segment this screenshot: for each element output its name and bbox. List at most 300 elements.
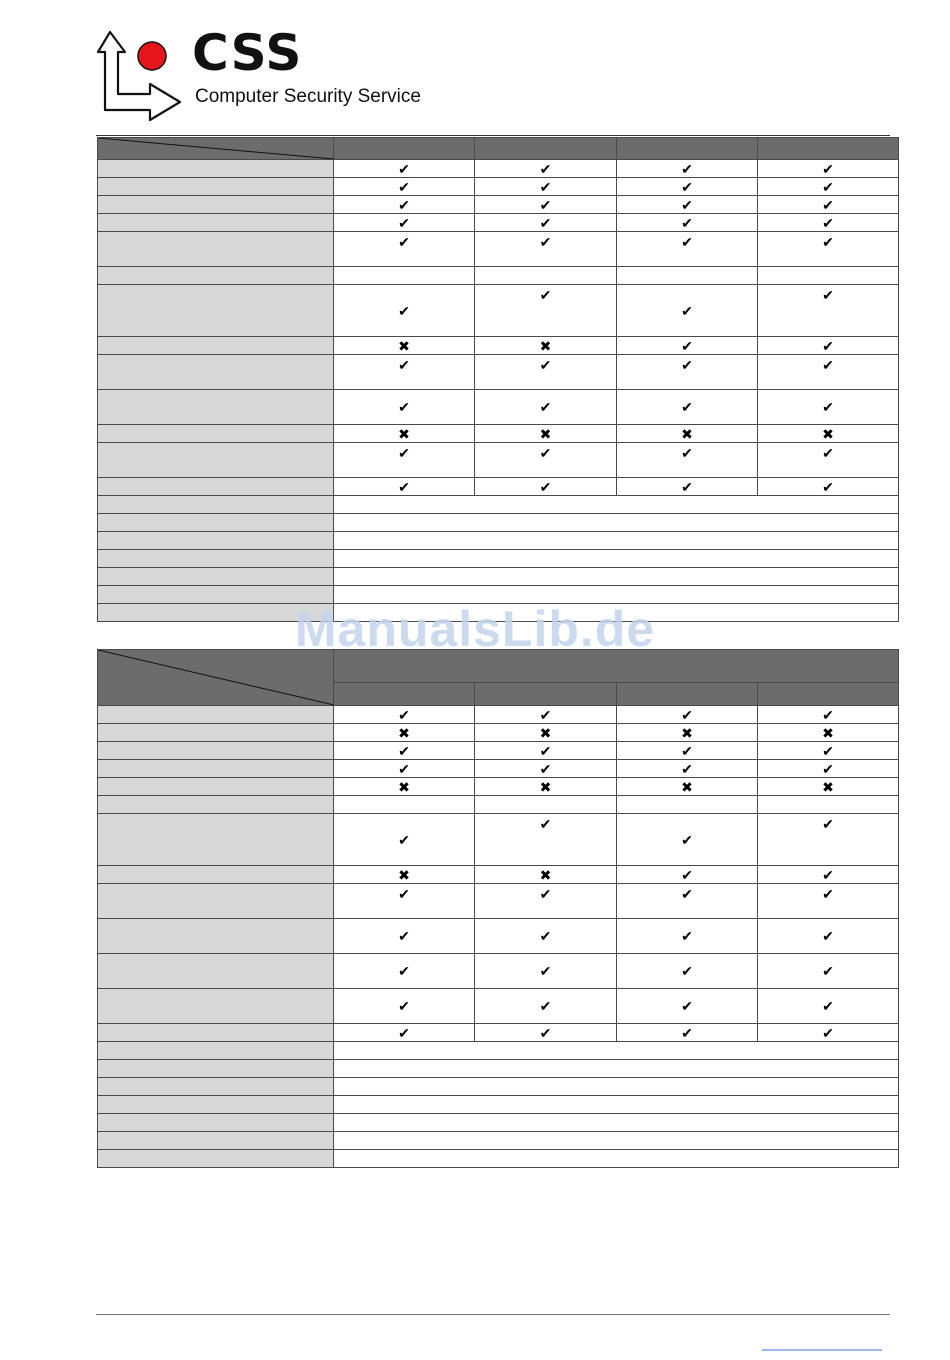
row-label-cell (98, 550, 334, 568)
checkmark-icon: ✔ (681, 234, 693, 250)
css-logo-arrow-icon (96, 26, 186, 122)
check-cell (758, 760, 899, 778)
checkmark-icon: ✔ (681, 742, 693, 759)
cross-icon: ✖ (398, 724, 410, 741)
empty-cell (334, 267, 475, 285)
check-cell (475, 443, 617, 478)
empty-cell (617, 796, 758, 814)
cross-icon: ✖ (539, 778, 552, 795)
check-cell (334, 1024, 475, 1042)
check-cell (617, 178, 758, 196)
row-label-cell (98, 337, 334, 355)
check-cell (617, 866, 758, 884)
table-row (98, 796, 899, 814)
table-row (98, 478, 899, 496)
cross-icon: ✖ (681, 778, 693, 795)
table-row (98, 760, 899, 778)
checkmark-icon: ✔ (539, 214, 552, 231)
checkmark-icon: ✔ (539, 399, 552, 415)
check-cell (758, 160, 899, 178)
merged-value-cell (334, 1060, 899, 1078)
checkmark-icon: ✔ (681, 831, 693, 848)
checkmark-icon: ✔ (822, 234, 834, 250)
check-cell (617, 285, 758, 337)
check-cell (758, 443, 899, 478)
checkmark-icon: ✔ (681, 214, 693, 231)
check-cell (617, 919, 758, 954)
checkmark-icon: ✔ (822, 706, 834, 723)
empty-cell (475, 267, 617, 285)
cross-icon: ✖ (398, 778, 410, 795)
merged-value-cell (334, 568, 899, 586)
check-cell (475, 742, 617, 760)
cross-cell (334, 724, 475, 742)
table-row (98, 568, 899, 586)
merged-value-cell (334, 496, 899, 514)
logo-subtitle: Computer Security Service (195, 86, 421, 107)
cross-cell (334, 866, 475, 884)
check-cell (758, 1024, 899, 1042)
check-cell (334, 742, 475, 760)
row-label-cell (98, 285, 334, 337)
table-row (98, 496, 899, 514)
checkmark-icon: ✔ (539, 287, 552, 303)
cross-icon: ✖ (822, 778, 834, 795)
row-label-cell (98, 178, 334, 196)
check-cell (617, 884, 758, 919)
cross-cell (334, 778, 475, 796)
check-cell (475, 178, 617, 196)
check-cell (475, 814, 617, 866)
cross-cell (617, 724, 758, 742)
table-row (98, 514, 899, 532)
check-cell (758, 954, 899, 989)
checkmark-icon: ✔ (539, 760, 552, 777)
checkmark-icon: ✔ (681, 886, 693, 902)
row-label-cell (98, 989, 334, 1024)
checkmark-icon: ✔ (822, 214, 834, 231)
checkmark-icon: ✔ (539, 234, 552, 250)
cross-icon: ✖ (539, 866, 552, 883)
check-cell (617, 337, 758, 355)
check-cell (617, 478, 758, 496)
cross-cell (758, 778, 899, 796)
merged-value-cell (334, 1150, 899, 1168)
table-row (98, 919, 899, 954)
checkmark-icon: ✔ (822, 963, 834, 979)
empty-cell (475, 796, 617, 814)
check-cell (475, 706, 617, 724)
empty-cell (334, 796, 475, 814)
check-cell (334, 884, 475, 919)
checkmark-icon: ✔ (539, 963, 552, 979)
row-label-cell (98, 514, 334, 532)
comparison-table-1 (97, 137, 899, 622)
checkmark-icon: ✔ (398, 214, 410, 231)
check-cell (334, 390, 475, 425)
check-cell (475, 214, 617, 232)
check-cell (617, 954, 758, 989)
row-label-cell (98, 232, 334, 267)
cross-icon: ✖ (822, 724, 834, 741)
checkmark-icon: ✔ (398, 478, 410, 495)
checkmark-icon: ✔ (822, 928, 834, 944)
cross-cell (758, 425, 899, 443)
table-row (98, 1114, 899, 1132)
column-header (475, 138, 617, 160)
table-row (98, 532, 899, 550)
cross-cell (334, 425, 475, 443)
row-label-cell (98, 1132, 334, 1150)
checkmark-icon: ✔ (681, 337, 693, 354)
checkmark-icon: ✔ (681, 706, 693, 723)
row-label-cell (98, 1114, 334, 1132)
table-row (98, 443, 899, 478)
row-label-cell (98, 866, 334, 884)
cross-icon: ✖ (681, 425, 693, 442)
checkmark-icon: ✔ (398, 445, 410, 461)
empty-cell (758, 267, 899, 285)
check-cell (617, 742, 758, 760)
check-cell (475, 919, 617, 954)
header-rule (96, 135, 890, 136)
row-label-cell (98, 884, 334, 919)
table-row (98, 586, 899, 604)
table-row (98, 1060, 899, 1078)
table-row (98, 742, 899, 760)
checkmark-icon: ✔ (398, 886, 410, 902)
check-cell (617, 706, 758, 724)
check-cell (334, 954, 475, 989)
checkmark-icon: ✔ (681, 399, 693, 415)
merged-value-cell (334, 1078, 899, 1096)
checkmark-icon: ✔ (822, 160, 834, 177)
checkmark-icon: ✔ (398, 831, 410, 848)
checkmark-icon: ✔ (539, 357, 552, 373)
check-cell (475, 232, 617, 267)
row-label-cell (98, 478, 334, 496)
row-label-cell (98, 796, 334, 814)
checkmark-icon: ✔ (539, 816, 552, 832)
merged-value-cell (334, 550, 899, 568)
checkmark-icon: ✔ (681, 1024, 693, 1041)
checkmark-icon: ✔ (822, 287, 834, 303)
cross-cell (617, 778, 758, 796)
table-row (98, 178, 899, 196)
merged-value-cell (334, 586, 899, 604)
row-label-cell (98, 1042, 334, 1060)
row-label-cell (98, 1078, 334, 1096)
cross-icon: ✖ (398, 425, 410, 442)
column-header (617, 138, 758, 160)
cross-cell (475, 337, 617, 355)
checkmark-icon: ✔ (822, 445, 834, 461)
check-cell (334, 285, 475, 337)
row-label-cell (98, 267, 334, 285)
merged-value-cell (334, 1132, 899, 1150)
checkmark-icon: ✔ (681, 196, 693, 213)
check-cell (617, 214, 758, 232)
row-label-cell (98, 496, 334, 514)
check-cell (334, 160, 475, 178)
column-header (334, 138, 475, 160)
cross-icon: ✖ (539, 337, 552, 354)
check-cell (475, 884, 617, 919)
checkmark-icon: ✔ (539, 196, 552, 213)
checkmark-icon: ✔ (822, 196, 834, 213)
checkmark-icon: ✔ (398, 357, 410, 373)
check-cell (334, 443, 475, 478)
check-cell (475, 989, 617, 1024)
row-label-cell (98, 1096, 334, 1114)
merged-value-cell (334, 604, 899, 622)
checkmark-icon: ✔ (822, 178, 834, 195)
check-cell (758, 337, 899, 355)
table-row (98, 214, 899, 232)
check-cell (617, 760, 758, 778)
checkmark-icon: ✔ (398, 760, 410, 777)
checkmark-icon: ✔ (398, 160, 410, 177)
checkmark-icon: ✔ (822, 337, 834, 354)
checkmark-icon: ✔ (398, 302, 410, 319)
check-cell (475, 760, 617, 778)
table-row (98, 1096, 899, 1114)
check-cell (334, 214, 475, 232)
cross-cell (334, 337, 475, 355)
table-corner-header (98, 650, 334, 706)
check-cell (617, 160, 758, 178)
checkmark-icon: ✔ (398, 234, 410, 250)
checkmark-icon: ✔ (398, 196, 410, 213)
cross-cell (758, 724, 899, 742)
check-cell (475, 954, 617, 989)
row-label-cell (98, 954, 334, 989)
checkmark-icon: ✔ (681, 302, 693, 319)
check-cell (475, 160, 617, 178)
table-row (98, 1078, 899, 1096)
checkmark-icon: ✔ (398, 178, 410, 195)
checkmark-icon: ✔ (822, 760, 834, 777)
check-cell (617, 443, 758, 478)
check-cell (758, 285, 899, 337)
check-cell (334, 178, 475, 196)
table-row (98, 778, 899, 796)
checkmark-icon: ✔ (822, 478, 834, 495)
checkmark-icon: ✔ (681, 357, 693, 373)
check-cell (475, 1024, 617, 1042)
check-cell (334, 760, 475, 778)
check-cell (334, 989, 475, 1024)
checkmark-icon: ✔ (539, 445, 552, 461)
table-row (98, 160, 899, 178)
row-label-cell (98, 814, 334, 866)
table-row (98, 1042, 899, 1060)
checkmark-icon: ✔ (398, 399, 410, 415)
row-label-cell (98, 1150, 334, 1168)
table-2-body (98, 706, 899, 1168)
row-label-cell (98, 425, 334, 443)
table-row (98, 884, 899, 919)
check-cell (334, 232, 475, 267)
table-row (98, 355, 899, 390)
row-label-cell (98, 532, 334, 550)
table-row (98, 267, 899, 285)
checkmark-icon: ✔ (398, 928, 410, 944)
row-label-cell (98, 196, 334, 214)
column-header (475, 683, 617, 706)
checkmark-icon: ✔ (822, 816, 834, 832)
check-cell (617, 232, 758, 267)
table-row (98, 196, 899, 214)
merged-value-cell (334, 514, 899, 532)
logo-wordmark: CSS (192, 24, 303, 82)
row-label-cell (98, 355, 334, 390)
cross-cell (475, 425, 617, 443)
column-header (758, 683, 899, 706)
row-label-cell (98, 1060, 334, 1078)
checkmark-icon: ✔ (539, 706, 552, 723)
row-label-cell (98, 1024, 334, 1042)
table-corner-header (98, 138, 334, 160)
column-group-header (334, 650, 899, 683)
checkmark-icon: ✔ (822, 399, 834, 415)
table-row (98, 706, 899, 724)
checkmark-icon: ✔ (822, 866, 834, 883)
checkmark-icon: ✔ (822, 998, 834, 1014)
check-cell (758, 742, 899, 760)
checkmark-icon: ✔ (822, 742, 834, 759)
check-cell (475, 390, 617, 425)
check-cell (334, 478, 475, 496)
row-label-cell (98, 443, 334, 478)
checkmark-icon: ✔ (398, 963, 410, 979)
checkmark-icon: ✔ (539, 886, 552, 902)
css-logo (96, 26, 466, 122)
check-cell (758, 706, 899, 724)
checkmark-icon: ✔ (822, 1024, 834, 1041)
merged-value-cell (334, 1114, 899, 1132)
row-label-cell (98, 214, 334, 232)
table-row (98, 814, 899, 866)
checkmark-icon: ✔ (681, 928, 693, 944)
cross-cell (475, 724, 617, 742)
row-label-cell (98, 742, 334, 760)
footer-rule (96, 1314, 890, 1315)
check-cell (617, 814, 758, 866)
cross-cell (475, 778, 617, 796)
check-cell (617, 1024, 758, 1042)
table-row (98, 390, 899, 425)
check-cell (617, 196, 758, 214)
checkmark-icon: ✔ (398, 706, 410, 723)
empty-cell (758, 796, 899, 814)
row-label-cell (98, 778, 334, 796)
comparison-table-2 (97, 649, 899, 1168)
check-cell (475, 355, 617, 390)
check-cell (758, 355, 899, 390)
checkmark-icon: ✔ (681, 998, 693, 1014)
table-row (98, 232, 899, 267)
check-cell (758, 884, 899, 919)
check-cell (758, 919, 899, 954)
row-label-cell (98, 919, 334, 954)
checkmark-icon: ✔ (822, 886, 834, 902)
cross-icon: ✖ (539, 724, 552, 741)
table-row (98, 550, 899, 568)
checkmark-icon: ✔ (681, 178, 693, 195)
cross-cell (617, 425, 758, 443)
checkmark-icon: ✔ (681, 160, 693, 177)
check-cell (758, 989, 899, 1024)
cross-cell (475, 866, 617, 884)
row-label-cell (98, 568, 334, 586)
merged-value-cell (334, 1096, 899, 1114)
table-row (98, 425, 899, 443)
checkmark-icon: ✔ (539, 998, 552, 1014)
column-header (617, 683, 758, 706)
table-row (98, 1024, 899, 1042)
row-label-cell (98, 390, 334, 425)
watermark: ManualsLib.de (294, 601, 656, 657)
check-cell (475, 196, 617, 214)
check-cell (758, 178, 899, 196)
check-cell (617, 355, 758, 390)
check-cell (758, 866, 899, 884)
checkmark-icon: ✔ (681, 963, 693, 979)
check-cell (758, 390, 899, 425)
check-cell (617, 989, 758, 1024)
checkmark-icon: ✔ (539, 160, 552, 177)
merged-value-cell (334, 532, 899, 550)
checkmark-icon: ✔ (539, 178, 552, 195)
check-cell (334, 196, 475, 214)
column-header (334, 683, 475, 706)
table-row (98, 337, 899, 355)
row-label-cell (98, 724, 334, 742)
cross-icon: ✖ (822, 425, 834, 442)
table-row (98, 954, 899, 989)
checkmark-icon: ✔ (539, 1024, 552, 1041)
merged-value-cell (334, 1042, 899, 1060)
row-label-cell (98, 760, 334, 778)
table-row (98, 866, 899, 884)
check-cell (758, 214, 899, 232)
cross-icon: ✖ (398, 337, 410, 354)
row-label-cell (98, 604, 334, 622)
row-label-cell (98, 160, 334, 178)
checkmark-icon: ✔ (539, 742, 552, 759)
row-label-cell (98, 706, 334, 724)
checkmark-icon: ✔ (398, 998, 410, 1014)
table-row (98, 1132, 899, 1150)
check-cell (334, 706, 475, 724)
cross-icon: ✖ (398, 866, 410, 883)
checkmark-icon: ✔ (681, 478, 693, 495)
check-cell (758, 478, 899, 496)
table-row (98, 724, 899, 742)
check-cell (758, 196, 899, 214)
checkmark-icon: ✔ (398, 742, 410, 759)
table-1-body (98, 160, 899, 622)
diagonal-divider (98, 650, 334, 706)
checkmark-icon: ✔ (681, 760, 693, 777)
checkmark-icon: ✔ (539, 478, 552, 495)
check-cell (475, 285, 617, 337)
checkmark-icon: ✔ (398, 1024, 410, 1041)
check-cell (334, 919, 475, 954)
check-cell (475, 478, 617, 496)
footer-link-underline[interactable] (762, 1349, 882, 1351)
